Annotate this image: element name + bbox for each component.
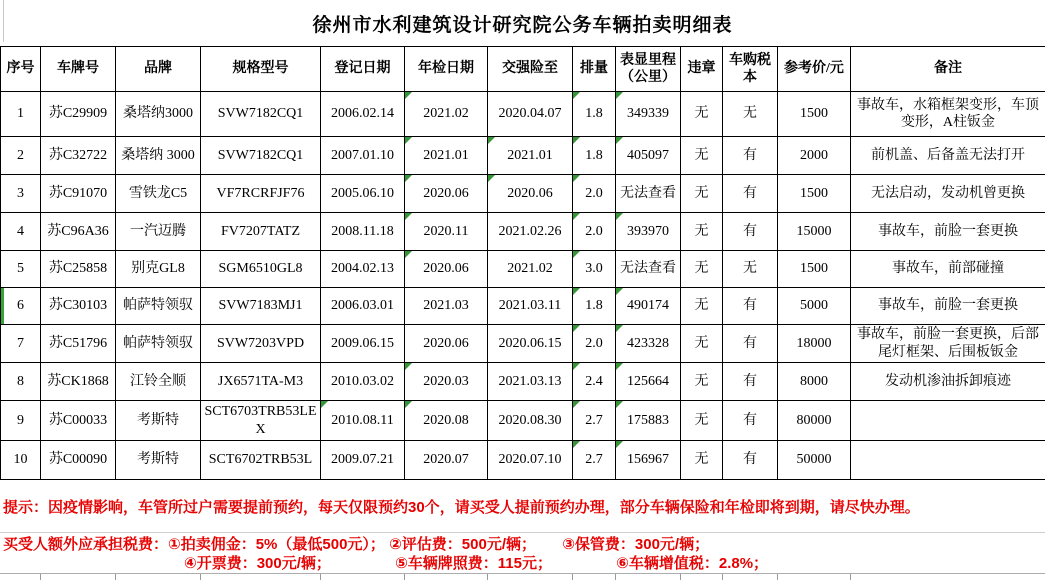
fees-note [0,533,1045,574]
excel-error-triangle-icon [616,92,623,99]
cell-model[interactable]: SVW7182CQ1 [201,92,321,137]
grid-tick [572,574,573,580]
cell-purchase_tax_book[interactable]: 有 [723,325,778,363]
cell-reference_price_yuan[interactable]: 1500 [778,175,851,213]
cell-remarks[interactable] [851,441,1045,480]
column-header-remarks: 备注 [851,47,1045,92]
cell-remarks[interactable]: 事故车，水箱框架变形，车顶变形，A柱钣金 [851,92,1045,137]
cell-inspection_date[interactable]: 2021.03 [405,288,488,325]
excel-error-triangle-icon [616,363,623,370]
table-row [1,401,1045,441]
excel-error-triangle-icon [573,325,580,332]
cell-brand[interactable]: 考斯特 [116,441,201,480]
cell-remarks[interactable]: 发动机渗油拆卸痕迹 [851,363,1045,401]
table-row [1,325,1045,363]
excel-error-triangle-icon [616,213,623,220]
cell-reference_price_yuan[interactable]: 2000 [778,137,851,175]
cell-plate[interactable]: 苏CK1868 [41,363,116,401]
column-header-insurance_until: 交强险至 [488,47,573,92]
cell-insurance_until[interactable]: 2020.07.10 [488,441,573,480]
cell-purchase_tax_book[interactable]: 有 [723,175,778,213]
cell-odometer_km[interactable]: 405097 [616,137,681,175]
cell-violations[interactable]: 无 [681,251,723,288]
fee-item-invoice: ④开票费：300元/辆； [184,555,331,572]
cell-inspection_date[interactable]: 2020.07 [405,441,488,480]
cell-odometer_km[interactable]: 490174 [616,288,681,325]
cell-index[interactable]: 10 [1,441,41,480]
cell-purchase_tax_book[interactable]: 有 [723,288,778,325]
cell-reg_date[interactable]: 2006.02.14 [321,92,405,137]
cell-remarks[interactable]: 事故车，前脸一套更换 [851,288,1045,325]
excel-error-triangle-icon [321,401,328,408]
cell-inspection_date[interactable]: 2021.01 [405,137,488,175]
column-header-inspection_date: 年检日期 [405,47,488,92]
cell-insurance_until[interactable]: 2021.02 [488,251,573,288]
cell-plate[interactable]: 苏C51796 [41,325,116,363]
excel-error-triangle-icon [573,401,580,408]
cell-model[interactable]: SVW7183MJ1 [201,288,321,325]
cell-displacement[interactable]: 2.4 [573,363,616,401]
cell-reg_date[interactable]: 2010.03.02 [321,363,405,401]
excel-error-triangle-icon [488,137,495,144]
cell-plate[interactable]: 苏C25858 [41,251,116,288]
cell-inspection_date[interactable]: 2020.03 [405,363,488,401]
fees-intro: 买受人额外应承担税费： [3,536,169,553]
table-row [1,441,1045,480]
table-row [1,213,1045,251]
column-header-violations: 违章 [681,47,723,92]
cell-reference_price_yuan[interactable]: 18000 [778,325,851,363]
excel-error-triangle-icon [573,92,580,99]
cell-reference_price_yuan[interactable]: 1500 [778,251,851,288]
cell-purchase_tax_book[interactable]: 有 [723,213,778,251]
cell-model[interactable]: VF7RCRFJF76 [201,175,321,213]
excel-error-triangle-icon [405,213,412,220]
title-row [0,0,1045,46]
cell-insurance_until[interactable]: 2021.02.26 [488,213,573,251]
cell-violations[interactable]: 无 [681,213,723,251]
excel-error-triangle-icon [616,325,623,332]
cell-model[interactable]: SVW7203VPD [201,325,321,363]
cell-brand[interactable]: 桑塔纳3000 [116,92,201,137]
cell-odometer_km[interactable]: 156967 [616,441,681,480]
cell-insurance_until[interactable]: 2020.08.30 [488,401,573,441]
grid-tick [404,574,405,580]
cell-insurance_until[interactable]: 2021.03.11 [488,288,573,325]
cell-model[interactable]: FV7207TATZ [201,213,321,251]
cell-remarks[interactable]: 前机盖、后备盖无法打开 [851,137,1045,175]
column-header-index: 序号 [1,47,41,92]
excel-error-triangle-icon [488,175,495,182]
cell-purchase_tax_book[interactable]: 无 [723,92,778,137]
cell-purchase_tax_book[interactable]: 有 [723,441,778,480]
cell-violations[interactable]: 无 [681,137,723,175]
cell-reference_price_yuan[interactable]: 50000 [778,441,851,480]
excel-error-triangle-icon [573,441,580,448]
cell-model[interactable]: JX6571TA-M3 [201,363,321,401]
excel-error-triangle-icon [405,92,412,99]
cell-insurance_until[interactable]: 2020.06 [488,175,573,213]
cell-displacement[interactable]: 2.0 [573,325,616,363]
excel-error-triangle-icon [573,213,580,220]
grid-tick [722,574,723,580]
cell-plate[interactable]: 苏C91070 [41,175,116,213]
table-row [1,137,1045,175]
cell-displacement[interactable]: 2.0 [573,213,616,251]
grid-tick [615,574,616,580]
cell-model[interactable]: SCT6703TRB53LEX [201,401,321,441]
cell-index[interactable]: 1 [1,92,41,137]
table-header [1,47,1045,92]
cell-reg_date[interactable]: 2007.01.10 [321,137,405,175]
table-row [1,288,1045,325]
cell-purchase_tax_book[interactable]: 有 [723,401,778,441]
cell-index[interactable]: 4 [1,213,41,251]
cell-odometer_km[interactable]: 125664 [616,363,681,401]
cell-remarks[interactable]: 事故车，前脸一套更换，后部尾灯框架、后围板钣金 [851,325,1045,363]
cell-remarks[interactable]: 事故车，前脸一套更换 [851,213,1045,251]
fees-line-2 [0,554,1045,573]
excel-error-triangle-icon [405,363,412,370]
cell-plate[interactable]: 苏C96A36 [41,213,116,251]
covid-tip-note: 提示：因疫情影响，车管所过户需要提前预约，每天仅限预约30个，请买受人提前预约办理，部分车辆保险和年检即将到期，请尽快办理。 [0,480,1045,533]
cell-displacement[interactable]: 1.8 [573,288,616,325]
cell-brand[interactable]: 江铃全顺 [116,363,201,401]
cell-index[interactable]: 7 [1,325,41,363]
cell-index[interactable]: 8 [1,363,41,401]
cell-plate[interactable]: 苏C30103 [41,288,116,325]
cell-index[interactable]: 3 [1,175,41,213]
cell-displacement[interactable]: 3.0 [573,251,616,288]
cell-insurance_until[interactable]: 2020.04.07 [488,92,573,137]
cell-plate[interactable]: 苏C00090 [41,441,116,480]
grid-tick [115,574,116,580]
column-header-reference_price_yuan: 参考价/元 [778,47,851,92]
cell-odometer_km[interactable]: 423328 [616,325,681,363]
cell-purchase_tax_book[interactable]: 无 [723,251,778,288]
fee-item-commission: ①拍卖佣金：5%（最低500元）； [168,536,385,553]
grid-tick [850,574,851,580]
table-row [1,92,1045,137]
cell-model[interactable]: SCT6702TRB53L [201,441,321,480]
cell-reg_date[interactable]: 2006.03.01 [321,288,405,325]
cell-displacement[interactable]: 2.0 [573,175,616,213]
grid-tick [777,574,778,580]
cell-brand[interactable]: 桑塔纳 3000 [116,137,201,175]
excel-error-triangle-icon [573,363,580,370]
cell-inspection_date[interactable]: 2020.08 [405,401,488,441]
cell-remarks[interactable]: 无法启动，发动机曾更换 [851,175,1045,213]
column-header-reg_date: 登记日期 [321,47,405,92]
cell-odometer_km[interactable]: 175883 [616,401,681,441]
table-row [1,175,1045,213]
cell-purchase_tax_book[interactable]: 有 [723,137,778,175]
cell-violations[interactable]: 无 [681,288,723,325]
excel-error-triangle-icon [405,251,412,258]
excel-error-triangle-icon [405,401,412,408]
cell-brand[interactable]: 帕萨特领驭 [116,288,201,325]
cell-inspection_date[interactable]: 2020.06 [405,325,488,363]
cell-inspection_date[interactable]: 2020.06 [405,251,488,288]
cell-reg_date[interactable]: 2010.08.11 [321,401,405,441]
cell-odometer_km[interactable]: 393970 [616,213,681,251]
cell-brand[interactable]: 雪铁龙C5 [116,175,201,213]
gridline-remnant [3,0,4,42]
grid-tick [680,574,681,580]
column-header-displacement: 排量 [573,47,616,92]
cell-displacement[interactable]: 1.8 [573,92,616,137]
cell-violations[interactable]: 无 [681,325,723,363]
cell-reference_price_yuan[interactable]: 8000 [778,363,851,401]
next-row-gridline-strip [0,574,1045,583]
grid-tick [487,574,488,580]
excel-error-triangle-icon [405,137,412,144]
vehicle-table [0,46,1045,480]
cell-brand[interactable]: 别克GL8 [116,251,201,288]
cell-displacement[interactable]: 2.7 [573,401,616,441]
cell-reference_price_yuan[interactable]: 15000 [778,213,851,251]
cell-insurance_until[interactable]: 2021.03.13 [488,363,573,401]
cell-remarks[interactable] [851,401,1045,441]
excel-error-triangle-icon [616,137,623,144]
cell-plate[interactable]: 苏C32722 [41,137,116,175]
column-header-purchase_tax_book: 车购税本 [723,47,778,92]
table-row [1,363,1045,401]
fee-item-appraisal: ②评估费：500元/辆； [389,536,537,553]
cell-plate[interactable]: 苏C00033 [41,401,116,441]
grid-tick [200,574,201,580]
cell-plate[interactable]: 苏C29909 [41,92,116,137]
grid-tick [320,574,321,580]
cell-model[interactable]: SVW7182CQ1 [201,137,321,175]
cell-odometer_km[interactable]: 349339 [616,92,681,137]
cell-remarks[interactable]: 事故车，前部碰撞 [851,251,1045,288]
table-row [1,251,1045,288]
cell-inspection_date[interactable]: 2021.02 [405,92,488,137]
excel-error-triangle-icon [616,401,623,408]
excel-error-triangle-icon [573,175,580,182]
cell-displacement[interactable]: 2.7 [573,441,616,480]
excel-error-triangle-icon [616,441,623,448]
table-body [1,92,1045,480]
cell-violations[interactable]: 无 [681,363,723,401]
cell-index[interactable]: 5 [1,251,41,288]
cell-index[interactable]: 9 [1,401,41,441]
cell-displacement[interactable]: 1.8 [573,137,616,175]
cell-insurance_until[interactable]: 2020.06.15 [488,325,573,363]
column-header-model: 规格型号 [201,47,321,92]
excel-error-triangle-icon [616,288,623,295]
cell-violations[interactable]: 无 [681,175,723,213]
fee-item-storage: ③保管费：300元/辆； [562,536,710,553]
cell-violations[interactable]: 无 [681,401,723,441]
cell-reg_date[interactable]: 2009.07.21 [321,441,405,480]
cell-reference_price_yuan[interactable]: 5000 [778,288,851,325]
cell-insurance_until[interactable]: 2021.01 [488,137,573,175]
cell-brand[interactable]: 帕萨特领驭 [116,325,201,363]
cell-odometer_km[interactable]: 无法查看 [616,175,681,213]
cell-reg_date[interactable]: 2009.06.15 [321,325,405,363]
cell-reg_date[interactable]: 2004.02.13 [321,251,405,288]
column-header-brand: 品牌 [116,47,201,92]
cell-brand[interactable]: 考斯特 [116,401,201,441]
column-header-odometer_km: 表显里程（公里） [616,47,681,92]
page-title: 徐州市水利建筑设计研究院公务车辆拍卖明细表 [312,14,733,36]
excel-error-triangle-icon [573,251,580,258]
fee-item-vat: ⑥车辆增值税：2.8%； [616,555,769,572]
cell-index[interactable]: 6 [1,288,41,325]
excel-error-triangle-icon [573,288,580,295]
cell-index[interactable]: 2 [1,137,41,175]
cell-purchase_tax_book[interactable]: 有 [723,363,778,401]
header-row [1,47,1045,92]
excel-error-triangle-icon [405,175,412,182]
cell-violations[interactable]: 无 [681,441,723,480]
fees-line-1 [0,535,1045,554]
cell-inspection_date[interactable]: 2020.06 [405,175,488,213]
cell-reg_date[interactable]: 2005.06.10 [321,175,405,213]
cell-reference_price_yuan[interactable]: 80000 [778,401,851,441]
cell-inspection_date[interactable]: 2020.11 [405,213,488,251]
excel-error-triangle-icon [573,137,580,144]
grid-tick [40,574,41,580]
cell-model[interactable]: SGM6510GL8 [201,251,321,288]
cell-violations[interactable]: 无 [681,92,723,137]
cell-reg_date[interactable]: 2008.11.18 [321,213,405,251]
cell-odometer_km[interactable]: 无法查看 [616,251,681,288]
cell-reference_price_yuan[interactable]: 1500 [778,92,851,137]
cell-brand[interactable]: 一汽迈腾 [116,213,201,251]
column-header-plate: 车牌号 [41,47,116,92]
fee-item-plate: ⑤车辆牌照费：115元； [395,555,552,572]
